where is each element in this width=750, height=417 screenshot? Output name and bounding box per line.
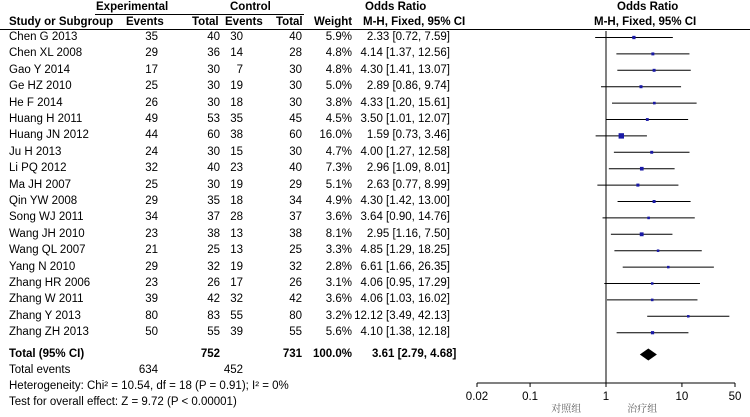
weight: 5.6%	[325, 326, 352, 339]
events-e: 24	[145, 145, 158, 158]
odds-ratio-plot-header: Odds Ratio	[617, 1, 679, 13]
events-e: 32	[145, 162, 158, 175]
events-c: 13	[230, 227, 243, 240]
study-name: Yang N 2010	[9, 260, 76, 273]
total-c: 60	[289, 129, 302, 142]
study-name: He F 2014	[9, 96, 63, 109]
events-c: 19	[230, 260, 243, 273]
total-c: 37	[289, 211, 302, 224]
events-c: 13	[230, 244, 243, 257]
point-marker	[653, 102, 656, 105]
events-c: 30	[230, 31, 243, 43]
events-e: 44	[145, 129, 158, 142]
study-name: Chen XL 2008	[9, 47, 83, 60]
point-marker	[646, 118, 649, 121]
total-e: 32	[207, 260, 220, 273]
weight: 4.8%	[325, 47, 352, 60]
events-e: 29	[145, 47, 158, 60]
weight: 7.3%	[325, 162, 352, 175]
odds-ratio-ci: 4.14 [1.37, 12.56]	[360, 47, 450, 60]
total-c: 45	[289, 113, 302, 125]
total-e: 83	[207, 309, 220, 322]
total-e: 38	[207, 227, 220, 240]
total-e: 35	[207, 195, 220, 207]
weight: 5.0%	[325, 80, 352, 93]
total-weight: 100.0%	[312, 348, 352, 360]
point-marker	[651, 331, 654, 334]
total-c: 55	[289, 326, 302, 339]
study-name: Gao Y 2014	[9, 63, 70, 76]
events-e: 21	[145, 244, 158, 257]
total-e: 30	[207, 145, 220, 158]
weight: 3.8%	[325, 96, 352, 109]
total-e: 53	[207, 113, 220, 125]
method-header: M-H, Fixed, 95% CI	[363, 16, 466, 28]
odds-ratio-ci: 4.30 [1.41, 13.07]	[360, 63, 450, 76]
total-c: 40	[289, 31, 302, 43]
total-c: 30	[289, 80, 302, 93]
total-c: 28	[289, 47, 302, 60]
events-c: 14	[230, 47, 243, 60]
odds-ratio-ci: 1.59 [0.73, 3.46]	[366, 129, 450, 142]
events-e: 49	[145, 113, 158, 125]
events-c: 18	[230, 195, 243, 207]
total-e: 36	[207, 47, 220, 60]
events-c: 19	[230, 80, 243, 93]
events-e: 23	[145, 277, 158, 289]
total-c: 42	[289, 293, 302, 306]
total-events-c: 452	[223, 364, 243, 376]
total-ci: 3.61 [2.79, 4.68]	[372, 348, 457, 360]
total-events-e: 634	[138, 364, 158, 376]
events-c: 32	[230, 293, 243, 306]
total-c: 32	[289, 260, 302, 273]
odds-ratio-ci: 4.30 [1.42, 13.00]	[360, 195, 450, 207]
weight-header: Weight	[314, 16, 353, 28]
total-e: 40	[207, 31, 220, 43]
events-e-header: Events	[126, 16, 164, 28]
weight: 4.7%	[325, 145, 352, 158]
study-name: Ma JH 2007	[9, 178, 72, 191]
pooled-diamond	[640, 349, 657, 361]
total-e: 25	[207, 244, 220, 257]
method-plot-header: M-H, Fixed, 95% CI	[594, 16, 697, 28]
heterogeneity-text: Heterogeneity: Chi² = 10.54, df = 18 (P = 0.91); I² = 0%	[9, 380, 289, 392]
events-e: 29	[145, 260, 158, 273]
events-c: 28	[230, 211, 243, 224]
events-e: 34	[145, 211, 158, 224]
study-name: Zhang HR 2006	[9, 277, 91, 289]
weight: 4.5%	[325, 113, 352, 125]
total-c: 34	[289, 195, 302, 207]
point-marker	[639, 85, 642, 88]
total-te: 752	[200, 348, 220, 360]
events-e: 23	[145, 227, 158, 240]
weight: 3.6%	[325, 293, 352, 306]
events-c: 18	[230, 96, 243, 109]
total-c: 30	[289, 145, 302, 158]
odds-ratio-ci: 4.06 [0.95, 17.29]	[360, 277, 450, 289]
total-e: 42	[207, 293, 220, 306]
odds-ratio-ci: 2.96 [1.09, 8.01]	[366, 162, 450, 175]
total-e: 30	[207, 178, 220, 191]
odds-ratio-ci: 3.64 [0.90, 14.76]	[360, 211, 450, 224]
x-tick-label: 1	[602, 391, 610, 403]
total-tc: 731	[282, 348, 302, 360]
events-e: 39	[145, 293, 158, 306]
point-marker	[632, 36, 635, 39]
total-e: 30	[207, 96, 220, 109]
weight: 4.9%	[325, 195, 352, 207]
total-e: 30	[207, 80, 220, 93]
weight: 8.1%	[325, 227, 352, 240]
favours-control-label: 对照组	[551, 404, 582, 415]
events-e: 50	[145, 326, 158, 339]
study-header: Study or Subgroup	[9, 16, 114, 28]
events-c: 23	[230, 162, 243, 175]
total-e: 30	[207, 63, 220, 76]
total-label: Total (95% CI)	[9, 348, 85, 360]
total-c: 25	[289, 244, 302, 257]
odds-ratio-ci: 2.89 [0.86, 9.74]	[366, 80, 450, 93]
point-marker	[653, 69, 656, 72]
weight: 3.3%	[325, 244, 352, 257]
weight: 5.9%	[325, 31, 352, 43]
events-c: 17	[230, 277, 243, 289]
study-name: Wang QL 2007	[9, 244, 86, 257]
odds-ratio-ci: 2.33 [0.72, 7.59]	[366, 31, 450, 43]
total-c: 40	[289, 162, 302, 175]
point-marker	[651, 299, 654, 302]
events-e: 35	[145, 31, 158, 43]
events-e: 25	[145, 80, 158, 93]
weight: 16.0%	[319, 129, 352, 142]
total-e: 60	[207, 129, 220, 142]
total-events-label: Total events	[9, 364, 71, 376]
weight: 2.8%	[325, 260, 352, 273]
events-e: 26	[145, 96, 158, 109]
odds-ratio-ci: 3.50 [1.01, 12.07]	[360, 113, 450, 125]
study-name: Huang JN 2012	[9, 129, 89, 142]
x-tick-label: 0.02	[465, 391, 489, 403]
point-marker	[651, 282, 654, 285]
point-marker	[640, 167, 644, 171]
study-name: Huang H 2011	[9, 113, 83, 125]
events-e: 17	[145, 63, 158, 76]
events-c: 19	[230, 178, 243, 191]
point-marker	[651, 52, 654, 55]
point-marker	[650, 151, 653, 154]
weight: 4.8%	[325, 63, 352, 76]
study-name: Zhang Y 2013	[9, 309, 81, 322]
odds-ratio-ci: 4.00 [1.27, 12.58]	[360, 145, 450, 158]
total-c: 30	[289, 96, 302, 109]
odds-ratio-ci: 12.12 [3.49, 42.13]	[354, 309, 450, 322]
x-tick-label: 10	[675, 391, 689, 403]
point-marker	[636, 184, 639, 187]
study-name: Qin YW 2008	[9, 195, 78, 207]
study-name: Wang JH 2010	[9, 227, 85, 240]
point-marker	[619, 133, 624, 138]
total-e: 37	[207, 211, 220, 224]
events-e: 25	[145, 178, 158, 191]
events-e: 80	[145, 309, 158, 322]
total-c: 26	[289, 277, 302, 289]
study-name: Ju H 2013	[9, 145, 62, 158]
total-e-header: Total	[192, 16, 219, 28]
events-c: 35	[230, 113, 243, 125]
point-marker	[687, 315, 690, 318]
odds-ratio-ci: 6.61 [1.66, 26.35]	[360, 260, 450, 273]
events-e: 29	[145, 195, 158, 207]
total-e: 40	[207, 162, 220, 175]
events-c: 39	[230, 326, 243, 339]
weight: 3.6%	[325, 211, 352, 224]
events-c: 15	[230, 145, 243, 158]
odds-ratio-ci: 4.33 [1.20, 15.61]	[360, 96, 450, 109]
study-name: Chen G 2013	[9, 31, 78, 43]
total-c-header: Total	[276, 16, 303, 28]
odds-ratio-ci: 4.85 [1.29, 18.25]	[360, 244, 450, 257]
odds-ratio-header: Odds Ratio	[365, 1, 427, 13]
point-marker	[667, 266, 670, 269]
favours-treatment-label: 治疗组	[627, 404, 658, 415]
point-marker	[657, 249, 660, 252]
point-marker	[653, 200, 656, 203]
events-c-header: Events	[225, 16, 263, 28]
control-header: Control	[230, 1, 271, 13]
total-c: 80	[289, 309, 302, 322]
study-name: Song WJ 2011	[9, 211, 84, 224]
weight: 3.2%	[325, 309, 352, 322]
events-c: 38	[230, 129, 243, 142]
x-tick-label: 50	[728, 391, 742, 403]
events-c: 55	[230, 309, 243, 322]
weight: 5.1%	[325, 178, 352, 191]
experimental-header: Experimental	[96, 1, 169, 13]
odds-ratio-ci: 4.10 [1.38, 12.18]	[360, 326, 450, 339]
total-c: 38	[289, 227, 302, 240]
study-name: Li PQ 2012	[9, 162, 67, 175]
study-name: Zhang ZH 2013	[9, 326, 89, 339]
odds-ratio-ci: 4.06 [1.03, 16.02]	[360, 293, 450, 306]
x-tick-label: 0.1	[522, 391, 539, 403]
weight: 3.1%	[325, 277, 352, 289]
overall-effect-text: Test for overall effect: Z = 9.72 (P < 0.00001)	[9, 396, 237, 408]
events-c: 7	[236, 63, 243, 76]
total-c: 29	[289, 178, 302, 191]
total-e: 55	[207, 326, 220, 339]
study-name: Ge HZ 2010	[9, 80, 72, 93]
point-marker	[647, 217, 650, 220]
study-name: Zhang W 2011	[9, 293, 84, 306]
point-marker	[640, 232, 644, 236]
odds-ratio-ci: 2.63 [0.77, 8.99]	[366, 178, 450, 191]
odds-ratio-ci: 2.95 [1.16, 7.50]	[366, 227, 450, 240]
total-c: 30	[289, 63, 302, 76]
total-e: 26	[207, 277, 220, 289]
